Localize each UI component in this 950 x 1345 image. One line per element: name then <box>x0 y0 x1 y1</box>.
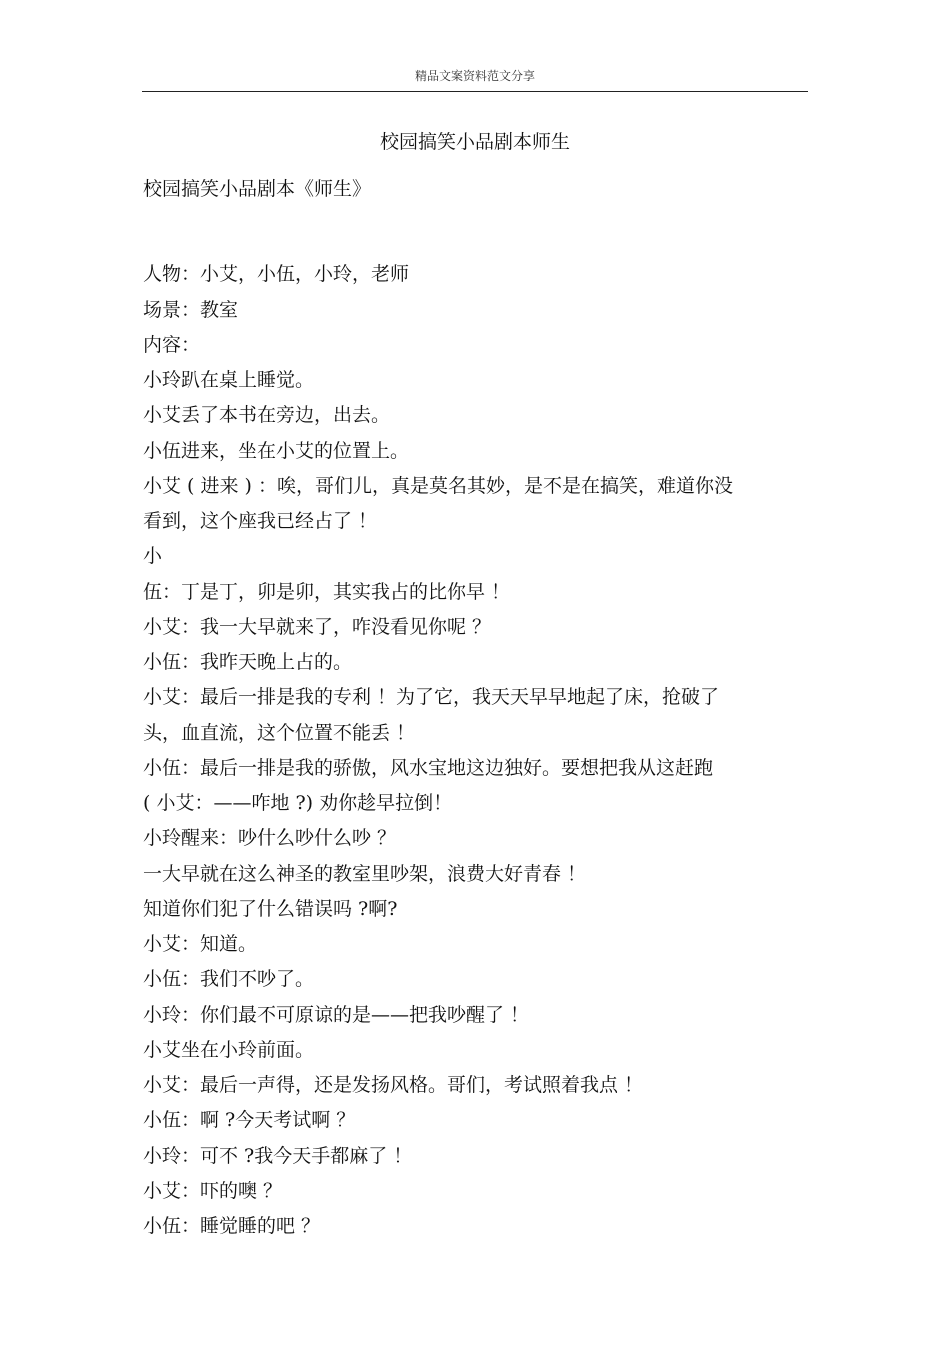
text-line: 小艾：吓的噢 ？ <box>143 1179 283 1202</box>
text-line: 小伍：我们不吵了。 <box>143 968 315 991</box>
header-divider <box>142 91 808 92</box>
text-line: 内容： <box>143 333 201 356</box>
text-line: 小艾丢了本书在旁边，出去。 <box>143 404 391 427</box>
text-line: 小 <box>143 545 163 568</box>
text-line: 人物：小艾，小伍，小玲，老师 <box>143 263 410 286</box>
text-line: 小艾：最后一排是我的专利 ！为了它，我天天早早地起了床，抢破了 <box>143 686 720 709</box>
text-line: 小玲：你们最不可原谅的是——把我吵醒了 ！ <box>143 1003 530 1026</box>
page-header: 精品文案资料范文分享 <box>414 69 535 83</box>
document-title: 校园搞笑小品剧本师生 <box>379 131 570 153</box>
text-line: 小伍进来，坐在小艾的位置上。 <box>143 439 410 462</box>
text-line: 小艾：最后一声得，还是发扬风格。哥们，考试照着我点 ！ <box>143 1074 644 1096</box>
text-line: ( 小艾：——咋地 ?) 劝你趁早拉倒！ <box>143 792 453 814</box>
text-line: 小艾：知道。 <box>143 933 258 955</box>
text-line: 小玲：可不 ?我今天手都麻了 ！ <box>143 1144 413 1167</box>
text-line: 小艾 ( 进来 ) ：唉，哥们儿，真是莫名其妙，是不是在搞笑，难道你没 <box>143 474 733 497</box>
text-line: 小玲醒来：吵什么吵什么吵 ？ <box>143 827 397 850</box>
text-line: 场景：教室 <box>143 298 239 321</box>
text-line: 小伍：我昨天晚上占的。 <box>143 651 353 673</box>
text-line: 校园搞笑小品剧本《师生》 <box>143 178 372 200</box>
text-line: 小伍：睡觉睡的吧 ？ <box>143 1215 321 1237</box>
text-line: 小艾坐在小玲前面。 <box>143 1038 315 1061</box>
text-line: 头，血直流，这个位置不能丢 ！ <box>143 721 416 744</box>
text-line: 小伍：最后一排是我的骄傲，风水宝地这边独好。要想把我从这赶跑 <box>143 756 714 779</box>
text-line: 小艾：我一大早就来了，咋没看见你呢 ？ <box>143 615 492 638</box>
text-line: 一大早就在这么神圣的教室里吵架，浪费大好青春 ！ <box>143 862 587 885</box>
document-body <box>143 172 793 1244</box>
text-line: 伍：丁是丁，卯是卯，其实我占的比你早 ！ <box>143 580 511 603</box>
text-line: 小伍：啊 ?今天考试啊 ？ <box>143 1109 356 1132</box>
text-line: 看到，这个座我已经占了 ！ <box>143 510 378 532</box>
text-line: 知道你们犯了什么错误吗 ?啊? <box>143 897 398 920</box>
blank-line <box>143 207 793 257</box>
text-line: 小玲趴在桌上睡觉。 <box>143 369 315 391</box>
